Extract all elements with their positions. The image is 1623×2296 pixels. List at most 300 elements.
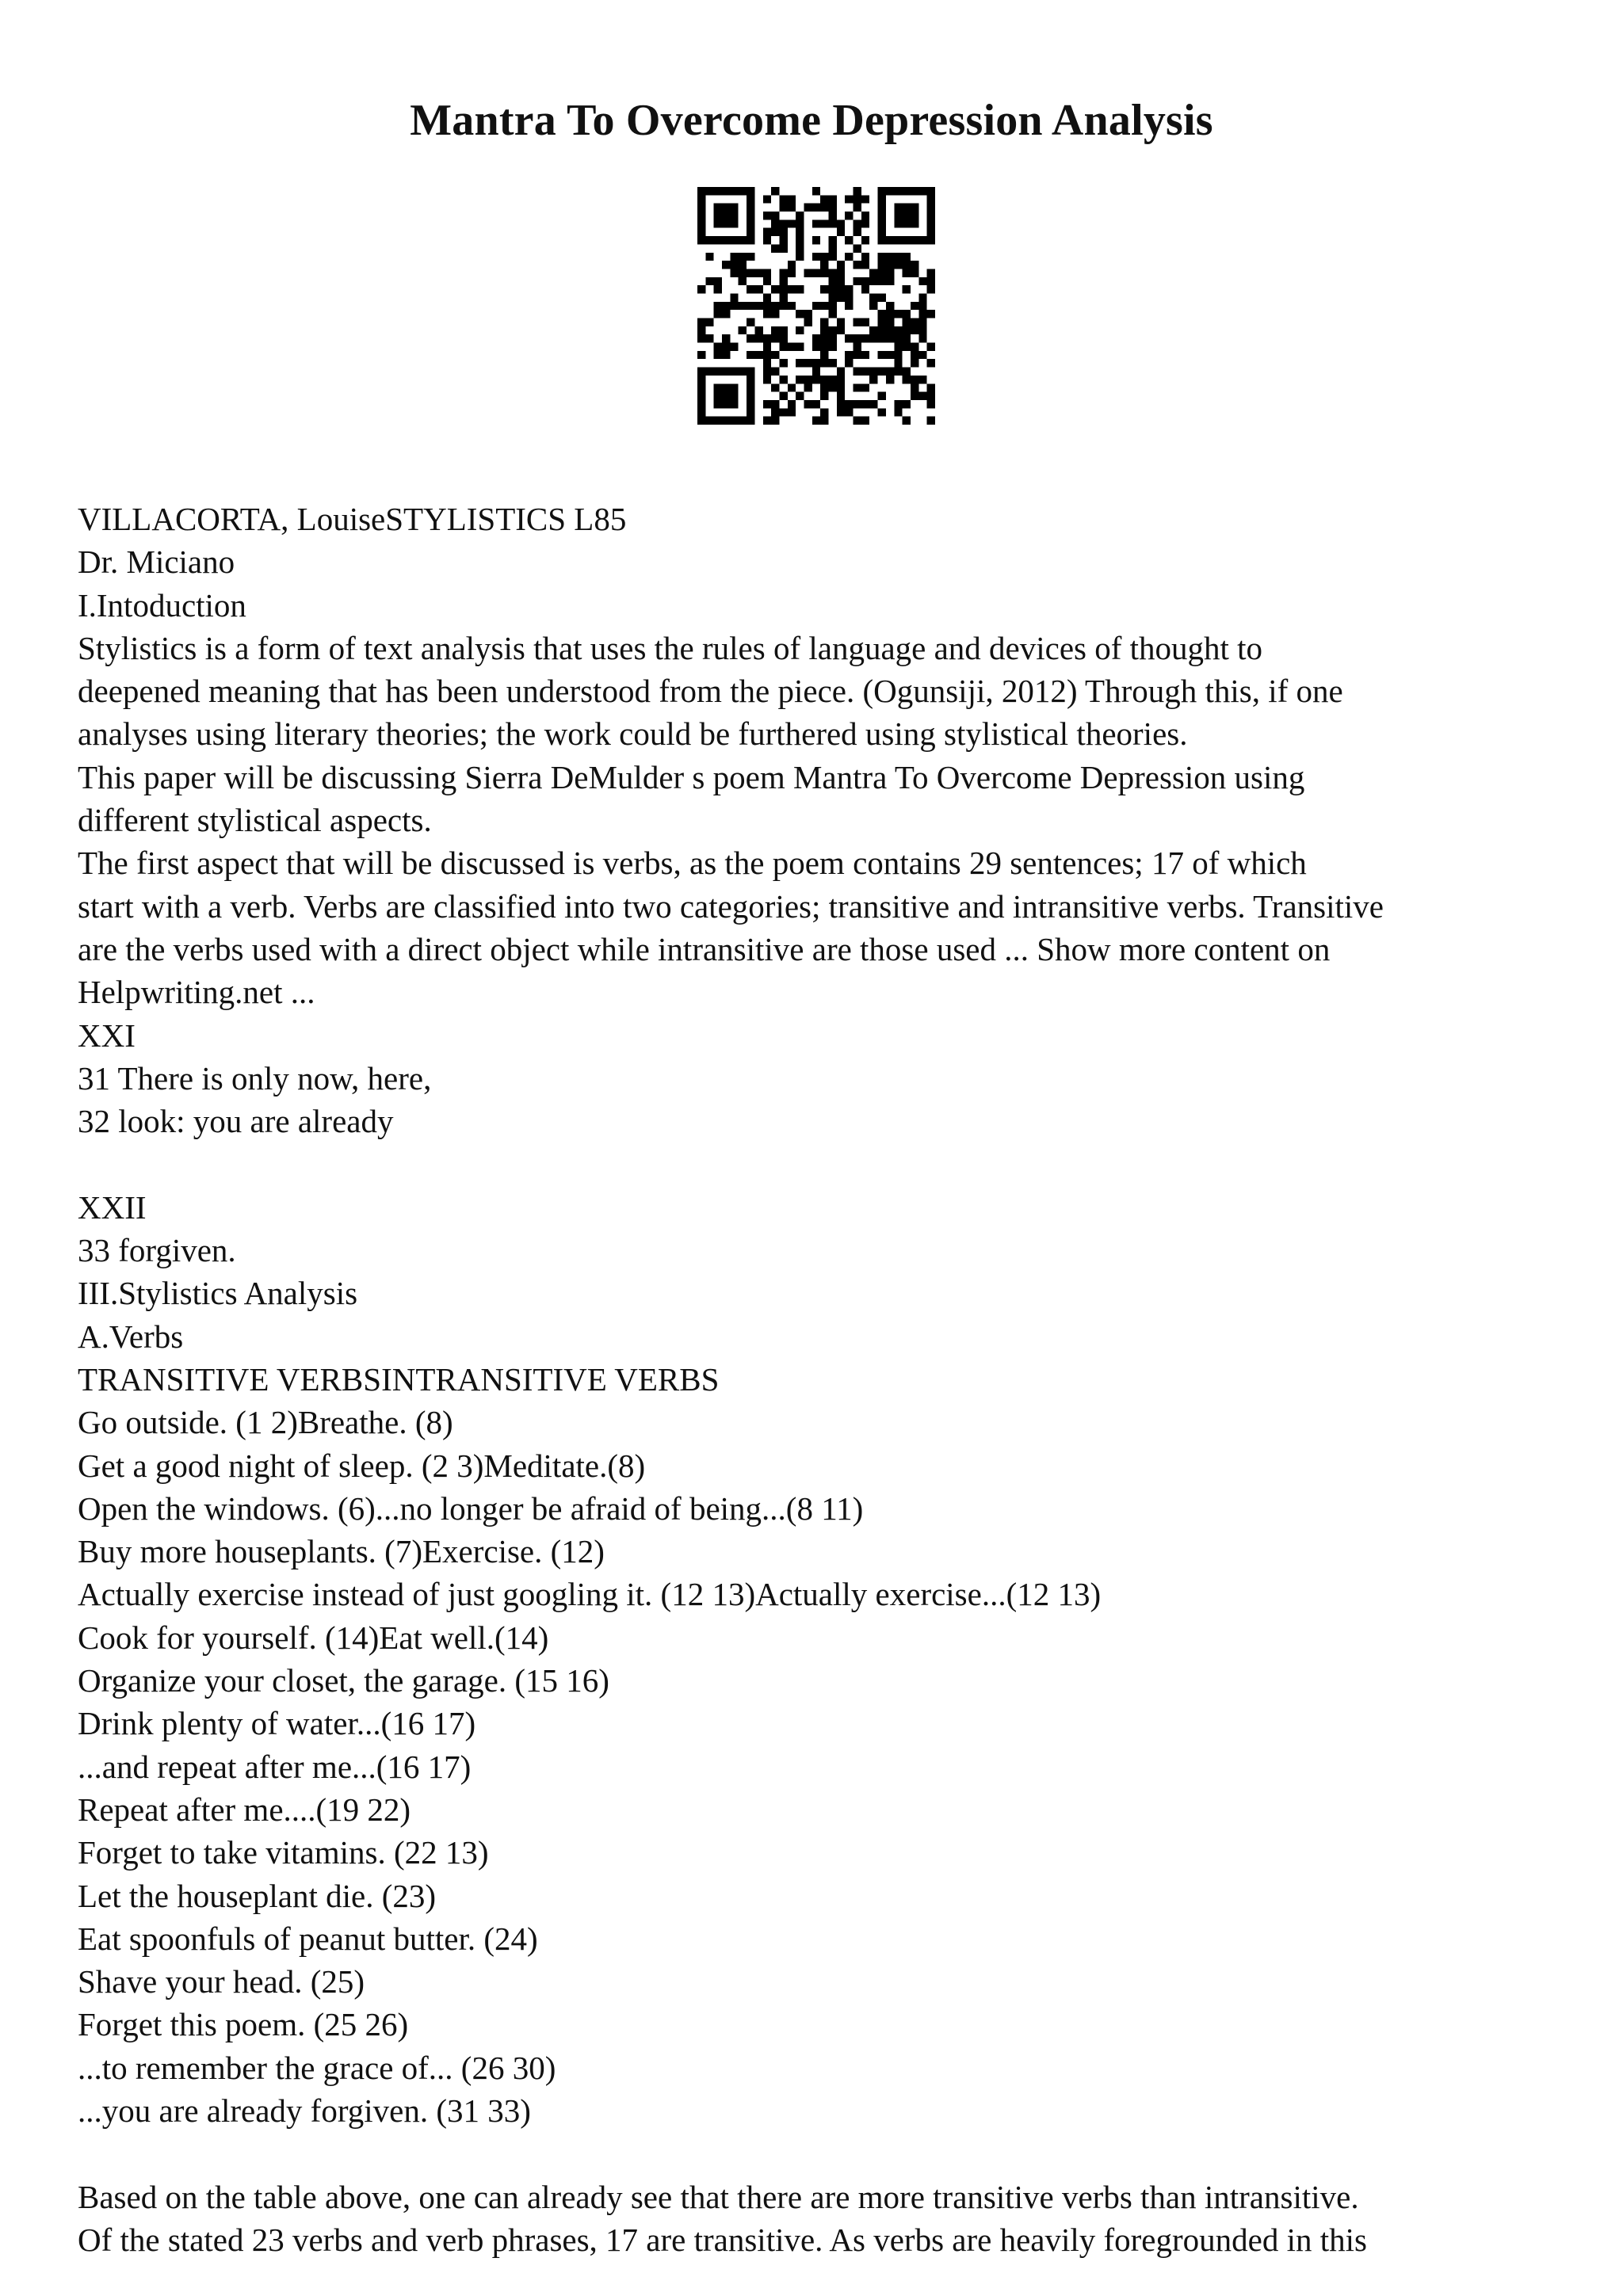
qr-module xyxy=(903,400,911,408)
qr-module xyxy=(788,343,796,351)
qr-module xyxy=(886,310,894,318)
qr-module xyxy=(869,326,877,334)
qr-module xyxy=(796,219,804,227)
qr-module xyxy=(878,253,886,261)
qr-module xyxy=(812,368,820,376)
qr-module xyxy=(845,212,853,219)
qr-module xyxy=(796,326,804,334)
qr-module xyxy=(697,195,705,203)
qr-module xyxy=(869,334,877,342)
qr-module xyxy=(754,285,762,293)
qr-module xyxy=(739,277,747,285)
qr-module xyxy=(829,277,837,285)
qr-module xyxy=(854,417,861,425)
qr-module xyxy=(714,187,722,195)
qr-module xyxy=(763,343,771,351)
qr-module xyxy=(763,269,771,277)
qr-module xyxy=(739,368,747,376)
qr-module xyxy=(697,204,705,212)
qr-module xyxy=(730,383,738,391)
qr-module xyxy=(779,236,787,244)
qr-module xyxy=(730,187,738,195)
qr-module xyxy=(861,236,869,244)
qr-module xyxy=(714,302,722,310)
qr-module xyxy=(722,383,730,391)
conclusion-line: Of the stated 23 verbs and verb phrases, 17 are transitive. As verbs are heavily foregrounded in this xyxy=(78,2221,1367,2258)
qr-module xyxy=(894,359,902,367)
qr-module xyxy=(837,269,845,277)
qr-module xyxy=(878,326,886,334)
qr-module xyxy=(697,383,705,391)
qr-module xyxy=(747,376,754,383)
qr-module xyxy=(878,277,886,285)
qr-module xyxy=(796,392,804,400)
qr-module xyxy=(730,417,738,425)
qr-module xyxy=(747,269,754,277)
qr-module xyxy=(894,351,902,359)
qr-module xyxy=(697,219,705,227)
qr-module xyxy=(918,326,926,334)
qr-module xyxy=(845,302,853,310)
intro-paragraph-line: analyses using literary theories; the work could be furthered using stylistical theories. xyxy=(78,715,1188,753)
verbs-table-row: Organize your closet, the garage. (15 16) xyxy=(78,1662,609,1699)
qr-module xyxy=(927,400,935,408)
intro-heading: I.Intoduction xyxy=(78,586,246,624)
qr-module xyxy=(845,293,853,301)
qr-module xyxy=(837,392,845,400)
verbs-table-row: Drink plenty of water...(16 17) xyxy=(78,1705,476,1742)
qr-module xyxy=(927,392,935,400)
qr-module xyxy=(903,261,911,269)
qr-module xyxy=(829,269,837,277)
qr-module xyxy=(829,343,837,351)
qr-module xyxy=(820,408,828,416)
qr-module xyxy=(812,236,820,244)
qr-module xyxy=(804,204,812,212)
qr-module xyxy=(730,204,738,212)
qr-module xyxy=(894,236,902,244)
qr-module xyxy=(820,204,828,212)
qr-module xyxy=(812,269,820,277)
qr-module xyxy=(739,236,747,244)
qr-module xyxy=(886,351,894,359)
qr-module xyxy=(911,187,918,195)
qr-module xyxy=(747,285,754,293)
qr-module xyxy=(730,261,738,269)
qr-module xyxy=(927,204,935,212)
qr-module xyxy=(829,219,837,227)
verbs-table-row: Go outside. (1 2)Breathe. (8) xyxy=(78,1404,453,1441)
qr-module xyxy=(861,351,869,359)
qr-module xyxy=(903,334,911,342)
qr-module xyxy=(854,244,861,252)
qr-module xyxy=(754,326,762,334)
qr-module xyxy=(861,212,869,219)
qr-module xyxy=(804,383,812,391)
qr-module xyxy=(763,302,771,310)
qr-module xyxy=(861,417,869,425)
qr-module xyxy=(845,285,853,293)
qr-module xyxy=(812,343,820,351)
qr-module xyxy=(894,400,902,408)
qr-module xyxy=(722,400,730,408)
qr-module xyxy=(697,228,705,236)
qr-module xyxy=(878,408,886,416)
stanza-heading: XXI xyxy=(78,1016,136,1054)
qr-module xyxy=(911,351,918,359)
qr-module xyxy=(697,212,705,219)
qr-module xyxy=(747,408,754,416)
qr-module xyxy=(886,269,894,277)
qr-module xyxy=(829,334,837,342)
qr-module xyxy=(779,285,787,293)
qr-module xyxy=(854,277,861,285)
qr-module xyxy=(697,368,705,376)
qr-module xyxy=(722,334,730,342)
qr-module xyxy=(730,293,738,301)
verbs-table-row: Let the houseplant die. (23) xyxy=(78,1877,437,1914)
qr-module xyxy=(886,318,894,326)
qr-module xyxy=(894,343,902,351)
qr-module xyxy=(894,310,902,318)
qr-module xyxy=(829,293,837,301)
qr-module xyxy=(927,236,935,244)
qr-module xyxy=(697,400,705,408)
qr-module xyxy=(730,269,738,277)
qr-module xyxy=(730,302,738,310)
qr-module xyxy=(747,400,754,408)
qr-module xyxy=(918,334,926,342)
qr-module xyxy=(771,285,779,293)
qr-module xyxy=(911,383,918,391)
qr-module xyxy=(705,187,713,195)
qr-module xyxy=(771,351,779,359)
qr-module xyxy=(714,417,722,425)
intro-paragraph-line: deepened meaning that has been understood from the piece. (Ogunsiji, 2012) Through this, if one xyxy=(78,673,1343,710)
qr-module xyxy=(903,326,911,334)
qr-module xyxy=(739,253,747,261)
qr-module xyxy=(854,400,861,408)
qr-module xyxy=(845,359,853,367)
qr-module xyxy=(886,236,894,244)
intro-paragraph-line: start with a verb. Verbs are classified into two categories; transitive and intransitive verbs. Transitive xyxy=(78,887,1384,925)
qr-module xyxy=(747,228,754,236)
qr-module xyxy=(918,318,926,326)
qr-module xyxy=(763,359,771,367)
qr-module xyxy=(763,212,771,219)
qr-module xyxy=(894,408,902,416)
intro-paragraph-line: Stylistics is a form of text analysis that uses the rules of language and devices of thought to xyxy=(78,629,1263,666)
qr-module xyxy=(837,261,845,269)
qr-module xyxy=(903,417,911,425)
qr-module xyxy=(869,269,877,277)
qr-module xyxy=(722,368,730,376)
qr-module xyxy=(869,277,877,285)
qr-module xyxy=(747,212,754,219)
verbs-table-row: Forget to take vitamins. (22 13) xyxy=(78,1834,489,1871)
qr-module xyxy=(747,253,754,261)
verbs-table-row: Actually exercise instead of just googling it. (12 13)Actually exercise...(12 13) xyxy=(78,1576,1102,1613)
qr-module xyxy=(911,326,918,334)
qr-module xyxy=(845,195,853,203)
intro-paragraph-line: different stylistical aspects. xyxy=(78,802,432,839)
qr-module xyxy=(878,318,886,326)
qr-module xyxy=(837,326,845,334)
qr-module xyxy=(771,400,779,408)
qr-module xyxy=(763,368,771,376)
qr-module xyxy=(918,310,926,318)
blank-line xyxy=(78,1142,1583,1185)
qr-module xyxy=(927,212,935,219)
qr-module xyxy=(820,302,828,310)
qr-module xyxy=(697,417,705,425)
qr-module xyxy=(812,376,820,383)
instructor-line: Dr. Miciano xyxy=(78,543,235,581)
qr-module xyxy=(911,236,918,244)
qr-module xyxy=(714,310,722,318)
poem-line: 32 look: you are already xyxy=(78,1103,394,1140)
qr-module xyxy=(911,376,918,383)
qr-code xyxy=(697,187,935,425)
qr-module xyxy=(771,334,779,342)
qr-module xyxy=(771,228,779,236)
qr-module xyxy=(763,310,771,318)
qr-module xyxy=(927,417,935,425)
qr-module xyxy=(771,368,779,376)
qr-module xyxy=(796,228,804,236)
qr-module xyxy=(804,269,812,277)
qr-module xyxy=(812,204,820,212)
qr-module xyxy=(918,293,926,301)
qr-module xyxy=(911,204,918,212)
qr-module xyxy=(837,293,845,301)
qr-module xyxy=(903,269,911,277)
qr-module xyxy=(903,219,911,227)
qr-module xyxy=(697,326,705,334)
verbs-table-row: Shave your head. (25) xyxy=(78,1963,365,2000)
author-course-line: VILLACORTA, LouiseSTYLISTICS L85 xyxy=(78,501,627,537)
qr-module xyxy=(763,277,771,285)
qr-module xyxy=(911,343,918,351)
qr-module xyxy=(722,212,730,219)
qr-module xyxy=(747,187,754,195)
qr-module xyxy=(820,392,828,400)
qr-module xyxy=(714,204,722,212)
qr-module xyxy=(763,293,771,301)
qr-module xyxy=(911,392,918,400)
blank-line xyxy=(78,2132,1583,2175)
qr-module xyxy=(697,187,705,195)
qr-module xyxy=(878,293,886,301)
qr-module xyxy=(918,392,926,400)
qr-module xyxy=(771,326,779,334)
verbs-table-row: Eat spoonfuls of peanut butter. (24) xyxy=(78,1920,538,1957)
qr-module xyxy=(722,219,730,227)
qr-module xyxy=(854,383,861,391)
qr-module xyxy=(722,236,730,244)
qr-module xyxy=(771,212,779,219)
qr-module xyxy=(869,293,877,301)
qr-module xyxy=(722,187,730,195)
qr-module xyxy=(788,195,796,203)
qr-module xyxy=(812,359,820,367)
qr-module xyxy=(845,253,853,261)
qr-module xyxy=(878,310,886,318)
poem-line: 31 There is only now, here, xyxy=(78,1059,432,1097)
qr-module xyxy=(812,253,820,261)
qr-module xyxy=(820,195,828,203)
qr-module xyxy=(747,236,754,244)
qr-module xyxy=(779,408,787,416)
qr-module xyxy=(812,334,820,342)
qr-module xyxy=(829,326,837,334)
qr-module xyxy=(829,376,837,383)
qr-module xyxy=(812,219,820,227)
document-title: Mantra To Overcome Depression Analysis xyxy=(410,96,1213,145)
qr-module xyxy=(796,253,804,261)
qr-module xyxy=(861,195,869,203)
qr-module xyxy=(771,383,779,391)
poem-line: 33 forgiven. xyxy=(78,1232,236,1269)
qr-module xyxy=(854,195,861,203)
intro-paragraph-line: The first aspect that will be discussed is verbs, as the poem contains 29 sentences; 17 of which xyxy=(78,845,1307,882)
qr-module xyxy=(845,334,853,342)
verbs-table-row: ...you are already forgiven. (31 33) xyxy=(78,2092,531,2129)
document-body xyxy=(78,498,1583,2261)
qr-module xyxy=(763,228,771,236)
qr-module xyxy=(829,244,837,252)
verbs-table-row: Cook for yourself. (14)Eat well.(14) xyxy=(78,1619,549,1656)
qr-module xyxy=(796,359,804,367)
qr-module xyxy=(829,359,837,367)
qr-module xyxy=(714,219,722,227)
qr-module xyxy=(771,244,779,252)
qr-module xyxy=(886,326,894,334)
qr-module xyxy=(705,236,713,244)
qr-module xyxy=(911,359,918,367)
qr-module xyxy=(730,368,738,376)
qr-module xyxy=(837,277,845,285)
qr-module xyxy=(886,187,894,195)
qr-module xyxy=(804,376,812,383)
qr-module xyxy=(854,187,861,195)
qr-module xyxy=(714,383,722,391)
qr-module xyxy=(878,204,886,212)
qr-module xyxy=(918,376,926,383)
qr-module xyxy=(730,236,738,244)
qr-module xyxy=(788,400,796,408)
qr-module xyxy=(714,236,722,244)
verbs-table-row: Repeat after me....(19 22) xyxy=(78,1791,411,1828)
qr-module xyxy=(812,400,820,408)
qr-module xyxy=(820,261,828,269)
qr-module xyxy=(878,212,886,219)
qr-module xyxy=(918,302,926,310)
qr-module xyxy=(796,236,804,244)
qr-module xyxy=(820,318,828,326)
qr-module xyxy=(878,236,886,244)
qr-module xyxy=(804,359,812,367)
qr-module xyxy=(722,261,730,269)
qr-module xyxy=(829,204,837,212)
qr-module xyxy=(886,253,894,261)
qr-module xyxy=(837,219,845,227)
qr-module xyxy=(861,400,869,408)
qr-module xyxy=(705,417,713,425)
qr-module xyxy=(894,261,902,269)
qr-module xyxy=(878,334,886,342)
qr-module xyxy=(878,392,886,400)
qr-module xyxy=(771,302,779,310)
qr-module xyxy=(730,343,738,351)
qr-module xyxy=(878,187,886,195)
qr-module xyxy=(903,212,911,219)
qr-module xyxy=(779,302,787,310)
qr-module xyxy=(697,376,705,383)
qr-module xyxy=(854,343,861,351)
qr-module xyxy=(747,302,754,310)
qr-module xyxy=(788,302,796,310)
qr-module xyxy=(837,408,845,416)
qr-module xyxy=(705,368,713,376)
qr-module xyxy=(812,187,820,195)
qr-module xyxy=(697,392,705,400)
qr-module xyxy=(714,400,722,408)
qr-module xyxy=(845,351,853,359)
qr-module xyxy=(739,417,747,425)
qr-module xyxy=(697,334,705,342)
qr-module xyxy=(918,277,926,285)
qr-module xyxy=(779,228,787,236)
qr-module xyxy=(779,244,787,252)
qr-module xyxy=(894,212,902,219)
qr-module xyxy=(722,343,730,351)
qr-module xyxy=(894,334,902,342)
qr-module xyxy=(763,351,771,359)
qr-module xyxy=(886,368,894,376)
qr-module xyxy=(878,228,886,236)
qr-module xyxy=(788,285,796,293)
qr-module xyxy=(796,244,804,252)
qr-module xyxy=(747,204,754,212)
qr-module xyxy=(779,293,787,301)
qr-module xyxy=(911,261,918,269)
qr-module xyxy=(697,351,705,359)
qr-module xyxy=(918,351,926,359)
qr-module xyxy=(854,204,861,212)
qr-module xyxy=(911,219,918,227)
qr-module xyxy=(730,212,738,219)
qr-module xyxy=(779,334,787,342)
qr-module xyxy=(788,261,796,269)
qr-module xyxy=(754,269,762,277)
qr-module xyxy=(763,417,771,425)
verbs-table-header: TRANSITIVE VERBSINTRANSITIVE VERBS xyxy=(78,1360,720,1398)
qr-module xyxy=(845,400,853,408)
qr-module xyxy=(837,400,845,408)
qr-module xyxy=(886,334,894,342)
qr-module xyxy=(911,269,918,277)
qr-module xyxy=(894,187,902,195)
qr-module xyxy=(903,318,911,326)
qr-module xyxy=(911,302,918,310)
qr-module xyxy=(820,334,828,342)
qr-module xyxy=(788,383,796,391)
qr-module xyxy=(878,195,886,203)
qr-module xyxy=(820,269,828,277)
qr-module xyxy=(878,368,886,376)
qr-module xyxy=(911,318,918,326)
